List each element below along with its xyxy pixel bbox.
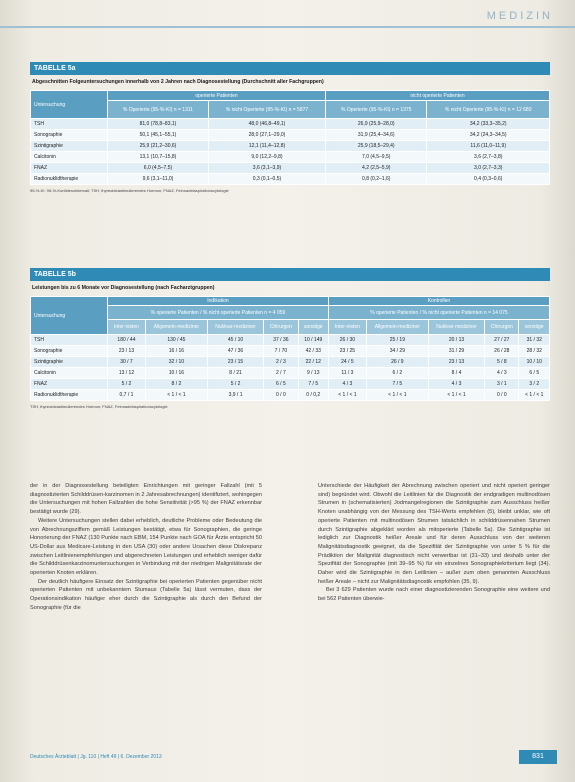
journal-footer: Deutsches Ärzteblatt | Jg. 110 | Heft 49 | 6. Dezember 2013 [30,754,162,760]
table-cell: 50,1 (45,1–55,1) [108,130,209,141]
table-5b [30,268,550,409]
table-cell: 31 / 29 [428,346,484,357]
table-cell: 23 / 25 [328,346,366,357]
table-cell: 23 / 13 [428,357,484,368]
table-cell: 34,2 (24,3–34,5) [427,130,550,141]
table-cell: 11,6 (11,0–11,9) [427,141,550,152]
table-cell: 27 / 27 [485,335,519,346]
table-cell: 12,1 (11,4–12,8) [208,141,325,152]
section-label: MEDIZIN [486,10,553,22]
table-5b-subheader: Chirurgen [264,320,298,335]
table-row [31,390,550,401]
table-5b-subheader: Inter-nisten [108,320,146,335]
paragraph: Unterschiede der Häufigkeit der Abrechnung zwischen operiert und nicht operiert geringer sind) begründet wird. Obwohl die Leitlinien für die Diagnostik der endgradigen multinodösen Strumen in (schematisierten) Jodmangelregionen die Szintigraphie zum Ausschluss heißer Knoten unabhängig von der Messung des TSH-Werts empfehlen (5), bleibt unklar, wie oft operierte Patienten mit multinodösen Strumen tatsächlich in schilddrüsennahen Strumen durch Szintigraphie abgeklärt worden als mitoperierte (Tabelle 5a). Die Szintigraphie ist lediglich zur Diagnostik heißer Areale und für deren Ausschluss von der weiteren Malignitätsdiagnostik geeignet, da die Spezifität der Szintigraphie von unter 5 % für die Prädiktion der Malignität diagnostisch nicht verwertbar ist (31–33) und deshalb unter der Spezifität der Sonographie (mit 39–95 %) für ein einzelnes Sonographiekriterium liegt (34). Daher wird die Szintigraphie in den Leitlinien – außer zum oben genannten Ausschluss heißer Areale – nicht zur Malignitätsdiagnostik empfohlen (35, 9). [318,483,550,585]
table-row-label: Sonographie [31,130,108,141]
table-cell: 9,6 (3,1–11,0) [108,174,209,185]
table-cell: 42 / 33 [298,346,328,357]
table-cell: 37 / 36 [264,335,298,346]
table-cell: 8 / 4 [428,368,484,379]
table-cell: 26 / 9 [366,357,428,368]
table-cell: 3 / 1 [485,379,519,390]
table-cell: 34,2 (33,3–35,2) [427,119,550,130]
table-5b-group: Indikation [108,297,329,306]
table-cell: 23 / 13 [108,346,146,357]
table-cell: 0 / 0,2 [298,390,328,401]
table-cell: 26 / 28 [485,346,519,357]
table-cell: < 1 / < 1 [145,390,207,401]
table-5b-label: TABELLE 5b [30,268,550,281]
table-cell: 6,0 (4,5–7,5) [108,163,209,174]
table-5a-subheader: % Operierte (95-%-KI) n = 1311 [108,101,209,119]
table-cell: 2 / 7 [264,368,298,379]
table-row [31,368,550,379]
table-cell: 16 / 16 [145,346,207,357]
table-cell: 31,9 (25,4–34,6) [326,130,427,141]
body-column-left [30,482,262,613]
paragraph: Der deutlich häufigere Einsatz der Szintigraphie bei operierten Patienten gegenüber nicht operierten Patienten mit unbekanntem Stumaus (Tabelle 5a) lässt vermuten, dass der Operationsindikation häufiger eher durch die Szintigraphie als durch den Befund der Sonographie (für die [30,578,262,611]
table-cell: 81,0 (78,8–83,1) [108,119,209,130]
table-5b-grid [30,296,550,401]
table-5b-subgroup: % operierte Patienten / % nicht operierte Patienten n = 14 075 [328,306,549,320]
table-5b-subheader: Nuklear-mediziner [428,320,484,335]
table-5b-subheader: sonstige [519,320,550,335]
table-cell: 0 / 0 [485,390,519,401]
table-cell: 6 / 5 [519,368,550,379]
paragraph: Bei 3 629 Patienten wurde nach einer diagnostizierenden Sonographie eine weitere und bei 562 Patienten überwie- [318,587,550,603]
table-cell: 180 / 44 [108,335,146,346]
table-5b-note: TSH, thyreoideastimulierendes Hormon; FNAZ, Feinnadelaspirationszytologie [30,404,168,409]
table-5a-caption: Abgeschnitten Folgeuntersuchungen innerhalb von 2 Jahren nach Diagnosestellung (Durchschnitt aller Fachgruppen) [32,79,324,85]
table-cell: 47 / 36 [207,346,263,357]
table-row [31,335,550,346]
table-row-label: Radionuklidtherapie [31,174,108,185]
table-cell: 26,9 (25,9–28,0) [326,119,427,130]
table-row-label: Calcitonin [31,368,108,379]
table-5a-subheader: % nicht Operierte (95-%-KI) n = 12 680 [427,101,550,119]
table-row-label: FNAZ [31,379,108,390]
table-cell: 9 / 13 [298,368,328,379]
table-cell: 8 / 2 [145,379,207,390]
table-cell: 30 / 7 [108,357,146,368]
table-cell: 28,0 (27,1–29,0) [208,130,325,141]
table-cell: < 1 / < 1 [328,390,366,401]
table-5a-label: TABELLE 5a [30,62,550,75]
table-5b-subheader: Allgemein-mediziner [145,320,207,335]
table-cell: 25,9 (21,2–30,6) [108,141,209,152]
table-row [31,152,550,163]
table-cell: 28 / 32 [519,346,550,357]
table-cell: 22 / 12 [298,357,328,368]
table-cell: 0,3 (0,1–0,5) [208,174,325,185]
table-cell: 13 / 12 [108,368,146,379]
table-5a-group: nicht operierte Patienten [326,91,550,101]
table-cell: < 1 / < 1 [428,390,484,401]
table-cell: 10 / 10 [519,357,550,368]
table-cell: 5 / 2 [207,379,263,390]
table-cell: 3,6 (3,1–3,9) [208,163,325,174]
body-column-right [318,482,550,604]
table-cell: 13,1 (10,7–15,8) [108,152,209,163]
table-cell: 25 / 19 [366,335,428,346]
table-row-label: Szintigraphie [31,357,108,368]
table-cell: 0,7 / 1 [108,390,146,401]
table-cell: 7 / 70 [264,346,298,357]
table-cell: < 1 / < 1 [519,390,550,401]
table-cell: 25,9 (18,5–29,4) [326,141,427,152]
table-5a [30,62,550,193]
table-5a-group: operierte Patienten [108,91,326,101]
table-cell: 11 / 3 [328,368,366,379]
table-cell: 0 / 0 [264,390,298,401]
table-cell: 6 / 2 [366,368,428,379]
table-5b-subheader: sonstige [298,320,328,335]
table-5b-caption: Leistungen bis zu 6 Monate vor Diagnosestellung (nach Facharztgruppen) [32,285,215,291]
table-row [31,357,550,368]
paragraph: Weitere Untersuchungen stellen dabei erheblich, deutliche Probleme oder Bedeutung die von Abrechnungsziffern gemäß Leistungen bestätigt, etwa für Sonographien, die geringe Honorierung der FNAZ (130 Punkte nach EBM, 154 Punkte nach GOA für Ärzte entspricht 50 US-Dollar aus Medicare-Leistung in den USA (30) oder andere Ursachen diese Diskrepanz zwischen Leitlinienempfehlungen und abgerechneten Leistungen und erheblich weniger dafür die Schilddrüsenkarzinomuntersuchungen in Verbindung mit der niedrigen Malignitätsrate der operierten Knoten erklären. [30,517,262,577]
table-cell: 48,0 (46,8–49,1) [208,119,325,130]
table-cell: 5 / 2 [108,379,146,390]
table-cell: 32 / 10 [145,357,207,368]
table-5a-col-first: Untersuchung [31,91,108,119]
table-cell: 7 / 5 [366,379,428,390]
table-5a-note: 95-%-KI, 95-%-Konfidenzintervall; TSH, thyreoideastimulierendes Hormon; FNAZ, Feinnadelaspirationszytologie [30,188,229,193]
paragraph: der in der Diagnosestellung beteiligten Einrichtungen mit geringer Fallzahl (mit 5 diagnostizierten Schilddrüsen-karzinomen in 2 Jahresabrechnungen) identifiziert, wohingegen die Untersuchungen mit hohen Fallzahlen die hohe Sensitivität (>95 %) der FNAZ erkennbar bestätigt wurde (29). [30,483,262,516]
table-5b-subgroup: % operierte Patienten / % nicht operierte Patienten n = 4 059 [108,306,329,320]
table-cell: 31 / 32 [519,335,550,346]
table-row [31,130,550,141]
table-cell: 10 / 16 [145,368,207,379]
table-cell: 7,0 (4,5–9,5) [326,152,427,163]
table-cell: 34 / 29 [366,346,428,357]
table-cell: 3 / 2 [519,379,550,390]
table-row [31,346,550,357]
table-row-label: TSH [31,335,108,346]
table-row [31,174,550,185]
table-cell: 0,4 (0,3–0,6) [427,174,550,185]
table-5a-subheader: % Operierte (95-%-KI) n = 1375 [326,101,427,119]
table-5b-subheader: Allgemein-mediziner [366,320,428,335]
table-row-label: Calcitonin [31,152,108,163]
table-cell: 7 / 5 [298,379,328,390]
table-cell: 4 / 3 [328,379,366,390]
table-cell: 3,9 / 1 [207,390,263,401]
table-row-label: Sonographie [31,346,108,357]
table-5b-subheader: Nuklear-mediziner [207,320,263,335]
table-row-label: Radionuklidtherapie [31,390,108,401]
table-cell: 5 / 8 [485,357,519,368]
header-rule [0,26,575,28]
table-row [31,141,550,152]
table-cell: 4 / 3 [428,379,484,390]
page-number: 831 [519,750,557,764]
table-cell: 4 / 3 [485,368,519,379]
table-cell: 23 / 15 [207,357,263,368]
table-row-label: Szintigraphie [31,141,108,152]
table-5a-grid [30,90,550,185]
table-5b-subheader: Chirurgen [485,320,519,335]
table-cell: 8 / 21 [207,368,263,379]
table-cell: 2 / 3 [264,357,298,368]
table-cell: < 1 / < 1 [366,390,428,401]
table-cell: 4,2 (2,5–5,9) [326,163,427,174]
table-row-label: TSH [31,119,108,130]
table-cell: 45 / 10 [207,335,263,346]
table-row [31,379,550,390]
table-5a-subheader: % nicht Operierte (95-%-KI) n = 5877 [208,101,325,119]
table-cell: 130 / 45 [145,335,207,346]
table-5b-col-first: Untersuchung [31,297,108,335]
table-cell: 3,6 (2,7–3,8) [427,152,550,163]
table-cell: 0,8 (0,2–1,6) [326,174,427,185]
table-5b-subheader: Inter-nisten [328,320,366,335]
table-cell: 3,0 (2,7–3,3) [427,163,550,174]
table-cell: 26 / 30 [328,335,366,346]
table-row [31,163,550,174]
table-row-label: FNAZ [31,163,108,174]
table-cell: 9,0 (12,2–9,8) [208,152,325,163]
table-cell: 24 / 5 [328,357,366,368]
table-5b-group: Kontrollen [328,297,549,306]
table-cell: 20 / 13 [428,335,484,346]
table-row [31,119,550,130]
table-cell: 10 / 149 [298,335,328,346]
table-cell: 6 / 5 [264,379,298,390]
